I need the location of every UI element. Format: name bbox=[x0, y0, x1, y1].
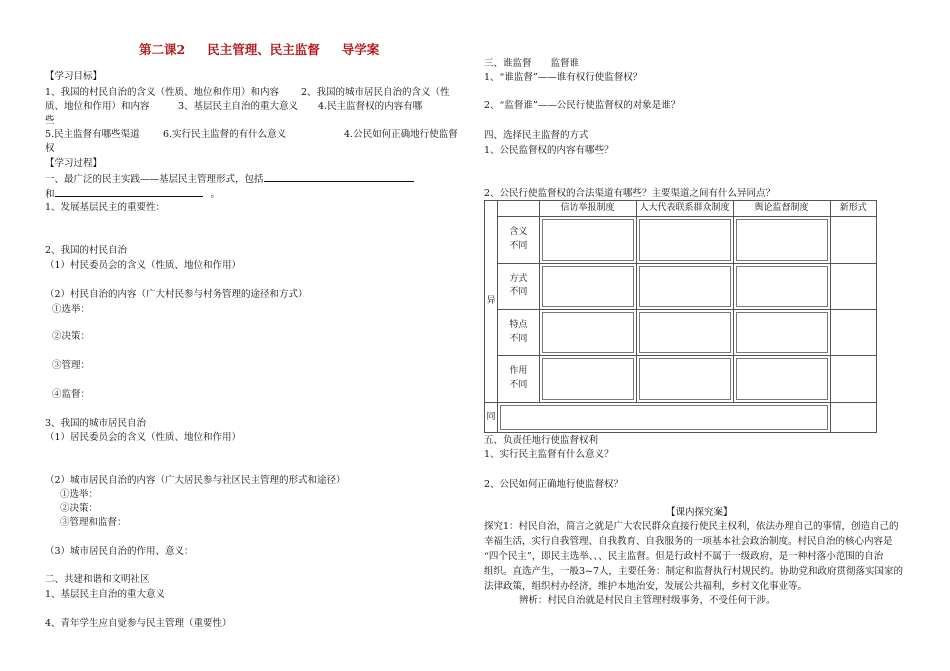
side-cell-yi bbox=[485, 201, 498, 403]
answer-cell[interactable] bbox=[830, 356, 877, 402]
answer-cell[interactable] bbox=[539, 217, 636, 263]
analysis-line: 辨析：村民自治就是村民自主管理村级事务，不受任何干涉。 bbox=[519, 595, 776, 606]
row-label-text: 不同 bbox=[509, 379, 528, 390]
row-label-meaning bbox=[498, 217, 539, 263]
section-1-line-2 bbox=[45, 187, 220, 201]
answer-cell[interactable] bbox=[830, 217, 877, 263]
answer-cell-same[interactable] bbox=[498, 402, 830, 432]
question-1: 1、发展基层民主的重要性： bbox=[45, 202, 166, 213]
page-title bbox=[139, 42, 379, 58]
answer-cell[interactable] bbox=[636, 263, 733, 309]
row-label-text: 不同 bbox=[509, 240, 528, 251]
section-3-2: 2、“监督谁”——公民行使监督权的对象是谁？ bbox=[484, 100, 681, 111]
answer-cell[interactable] bbox=[636, 217, 733, 263]
goal-line-4b: 6.实行民主监督的有什么意义 bbox=[163, 129, 287, 140]
row-label-text: 特点 bbox=[509, 320, 528, 331]
section-4-2: 2、公民行使监督权的合法渠道有哪些？主要渠道之间有什么异同点？ bbox=[484, 188, 776, 199]
row-label-text: 不同 bbox=[509, 287, 528, 298]
section-1-period: 。 bbox=[210, 189, 221, 200]
answer-cell[interactable] bbox=[733, 217, 830, 263]
table-row bbox=[485, 263, 877, 309]
inquiry-line: 组织。直选产生，一般3~7人，主要任务：制定和监督执行村规民约。协助党和政府贯彻落实国家的 bbox=[484, 566, 904, 577]
row-label-method bbox=[498, 263, 539, 309]
section-4: 四、选择民主监督的方式 bbox=[484, 130, 589, 141]
row-label-role bbox=[498, 356, 539, 402]
header-col-3: 舆论监督制度 bbox=[733, 201, 830, 217]
answer-cell[interactable] bbox=[830, 402, 877, 432]
inquiry-line: 探究1：村民自治，简言之就是广大农民群众直接行使民主权利，依法办理自己的事情，创造自己的 bbox=[484, 521, 899, 532]
question-3: 3、我国的城市居民自治 bbox=[45, 418, 147, 429]
goal-line-4c: 4.公民如何正确地行使监督 bbox=[344, 129, 458, 140]
title-guide: 导学案 bbox=[341, 42, 380, 57]
section-1-text: 一、最广泛的民主实践——基层民主管理形式，包括 bbox=[45, 174, 264, 185]
header-col-1: 信访举报制度 bbox=[539, 201, 636, 217]
section-5-2: 2、公民如何正确地行使监督权？ bbox=[484, 479, 624, 490]
question-2-1: （1）村民委员会的含义（性质、地位和作用） bbox=[45, 260, 242, 271]
side-cell-tong bbox=[485, 402, 498, 432]
title-topic: 民主管理、民主监督 bbox=[207, 42, 320, 57]
answer-cell[interactable] bbox=[830, 263, 877, 309]
answer-cell[interactable] bbox=[539, 356, 636, 402]
side-label-yi: 异 bbox=[486, 295, 496, 306]
inquiry-line: “四个民主”，即民主选举、、、民主监督。但是行政村不属于一级政府，是一种村落小范围的自治 bbox=[484, 551, 884, 562]
question-2: 2、我国的村民自治 bbox=[45, 245, 128, 256]
goal-line-2c: 4.民主监督权的内容有哪 bbox=[318, 101, 423, 112]
table-header-row bbox=[485, 201, 877, 217]
question-2-2b: ②决策： bbox=[52, 331, 91, 342]
question-3-2: （2）城市居民自治的内容（广大居民参与社区民主管理的形式和途径） bbox=[45, 475, 346, 486]
goal-line-2b: 3、基层民主自治的重大意义 bbox=[178, 101, 299, 112]
row-label-feature bbox=[498, 309, 539, 355]
inquiry-heading: 【课内探究案】 bbox=[666, 507, 733, 518]
fill-blank-1[interactable] bbox=[264, 172, 414, 182]
header-corner bbox=[498, 201, 539, 217]
goal-line-3: 些 bbox=[45, 115, 55, 126]
question-3-3: （3）城市居民自治的作用、意义： bbox=[45, 546, 194, 557]
title-lesson: 第二课2 bbox=[139, 42, 186, 57]
answer-cell[interactable] bbox=[733, 263, 830, 309]
answer-cell[interactable] bbox=[539, 263, 636, 309]
section-4-1: 1、公民监督权的内容有哪些？ bbox=[484, 145, 614, 156]
goals-heading: 【学习目标】 bbox=[45, 71, 103, 82]
question-3-2c: ③管理和监督： bbox=[60, 517, 127, 528]
row-label-text: 作用 bbox=[509, 366, 528, 377]
table-row bbox=[485, 356, 877, 402]
supervision-channels-table bbox=[484, 200, 877, 433]
row-label-text: 含义 bbox=[509, 227, 528, 238]
table-row bbox=[485, 217, 877, 263]
goal-line-1: 1、我国的村民自治的含义（性质、地位和作用）和内容 bbox=[45, 87, 280, 98]
inquiry-line: 幸福生活，实行自我管理、自我教育、自我服务的一项基本社会政治制度。村民自治的核心内容是 bbox=[484, 536, 893, 547]
question-3-1: （1）居民委员会的含义（性质、地位和作用） bbox=[45, 432, 242, 443]
section-2-4: 4、青年学生应自觉参与民主管理（重要性） bbox=[45, 618, 232, 629]
fill-blank-2[interactable] bbox=[55, 187, 203, 197]
table-row bbox=[485, 309, 877, 355]
goal-line-5: 权 bbox=[45, 143, 55, 154]
section-1-line-1 bbox=[45, 172, 414, 186]
table-row-same bbox=[485, 402, 877, 432]
section-2-1: 1、基层民主自治的重大意义 bbox=[45, 589, 166, 600]
header-col-4: 新形式 bbox=[830, 201, 877, 217]
section-1-and: 和 bbox=[45, 189, 55, 200]
question-2-2a: ①选举： bbox=[52, 304, 91, 315]
goal-line-2: 质、地位和作用）和内容 bbox=[45, 101, 150, 112]
goal-line-4a: 5.民主监督有哪些渠道 bbox=[45, 129, 140, 140]
process-heading: 【学习过程】 bbox=[45, 158, 103, 169]
section-3-1: 1、“谁监督”——谁有权行使监督权？ bbox=[484, 72, 643, 83]
answer-cell[interactable] bbox=[733, 356, 830, 402]
question-2-2c: ③管理： bbox=[52, 360, 91, 371]
goal-line-1b: 2、我国的城市居民自治的含义（性 bbox=[301, 87, 450, 98]
answer-cell[interactable] bbox=[830, 309, 877, 355]
answer-cell[interactable] bbox=[636, 309, 733, 355]
section-2: 二、共建和谐和文明社区 bbox=[45, 574, 150, 585]
row-label-text: 不同 bbox=[509, 333, 528, 344]
question-3-2a: ①选举： bbox=[60, 489, 99, 500]
answer-cell[interactable] bbox=[539, 309, 636, 355]
section-3: 三、谁监督 监督谁 bbox=[484, 58, 580, 69]
side-label-tong: 同 bbox=[486, 411, 496, 422]
section-5: 五、负责任地行使监督权利 bbox=[484, 435, 599, 446]
answer-cell[interactable] bbox=[733, 309, 830, 355]
question-2-2: （2）村民自治的内容（广大村民参与村务管理的途径和方式） bbox=[45, 289, 308, 300]
answer-cell[interactable] bbox=[636, 356, 733, 402]
row-label-text: 方式 bbox=[509, 273, 528, 284]
inquiry-line: 法律政策，组织村办经济，维护本地治安，发展公共福利，乡村文化事业等。 bbox=[484, 581, 808, 592]
question-3-2b: ②决策： bbox=[60, 503, 99, 514]
header-col-2: 人大代表联系群众制度 bbox=[636, 201, 733, 217]
section-5-1: 1、实行民主监督有什么意义？ bbox=[484, 449, 614, 460]
question-2-2d: ④监督： bbox=[52, 389, 91, 400]
